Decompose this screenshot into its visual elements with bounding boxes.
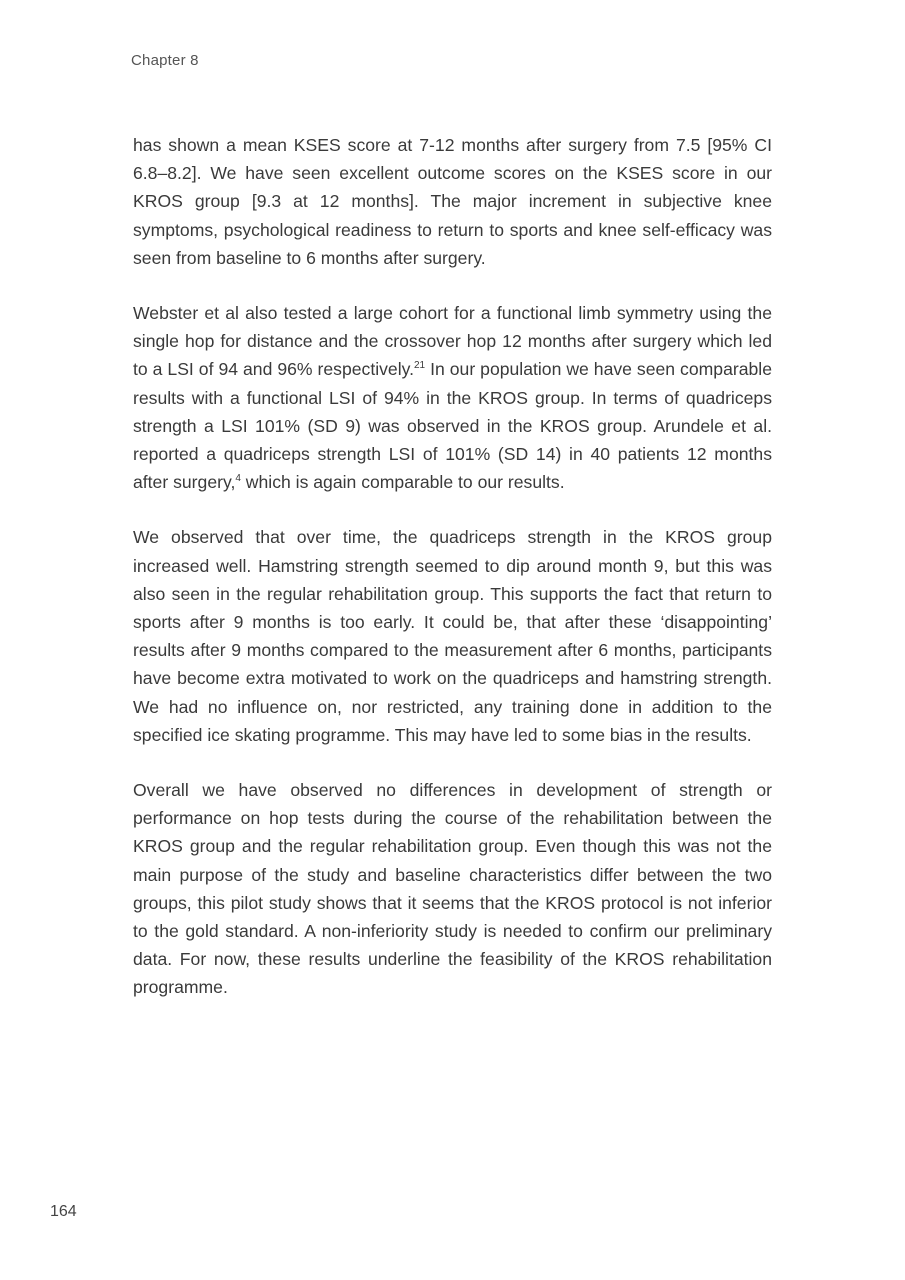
paragraph-text-segment: In our population we have seen comparable results with a functional LSI of 94% in the KROS group. In terms of quadriceps strength a LSI 101% (SD 9) was observed in the KROS group. Arundele et al. reported a quadriceps strength LSI of 101% (SD 14) in 40 patients 12 months after surgery, — [133, 359, 772, 493]
chapter-running-header: Chapter 8 — [131, 52, 199, 69]
reference-superscript: 4 — [235, 473, 241, 485]
paragraph-overall-conclusion: Overall we have observed no differences in development of strength or performance on hop tests during the course of the rehabilitation between the KROS group and the regular rehabilitation group. Even though this was not the main purpose of the study and baseline characteristics differ between the two groups, this pilot study shows that it seems that the KROS protocol is not inferior to the gold standard. A non-inferiority study is needed to confirm our preliminary data. For now, these results underline the feasibility of the KROS rehabilitation programme. — [133, 780, 772, 998]
paragraph-webster-lsi — [133, 299, 772, 496]
page-number: 164 — [50, 1203, 77, 1220]
paragraph-text-segment: which is again comparable to our results. — [240, 472, 565, 493]
body-text — [133, 131, 772, 1002]
paragraph-text-segment: Webster et al also tested a large cohort for a functional limb symmetry using the single hop for distance and the crossover hop 12 months after surgery which led to a LSI of 94 and 96% respectively. — [133, 303, 772, 380]
paragraph-kses-scores: has shown a mean KSES score at 7-12 months after surgery from 7.5 [95% CI 6.8–8.2]. We have seen excellent outcome scores on the KSES score in our KROS group [9.3 at 12 months]. The major increment in subjective knee symptoms, psychological readiness to return to sports and knee self-efficacy was seen from baseline to 6 months after surgery. — [133, 135, 772, 268]
reference-superscript: 21 — [414, 360, 426, 372]
paragraph-strength-over-time: We observed that over time, the quadriceps strength in the KROS group increased well. Hamstring strength seemed to dip around month 9, but this was also seen in the regular rehabilitation group. This supports the fact that return to sports after 9 months is too early. It could be, that after these ‘disappointing’ results after 9 months compared to the measurement after 6 months, participants have become extra motivated to work on the quadriceps and hamstring strength. We had no influence on, nor restricted, any training done in addition to the specified ice skating programme. This may have led to some bias in the results. — [133, 527, 772, 745]
